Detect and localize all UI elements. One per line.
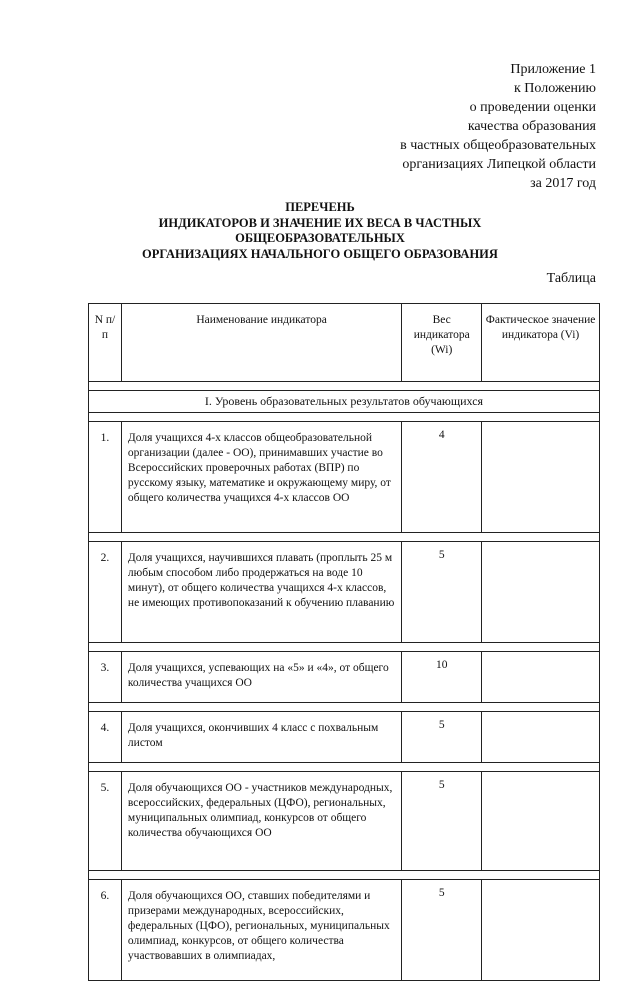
row-num: 3. <box>89 652 122 703</box>
appendix-line: за 2017 год <box>530 176 596 191</box>
row-num: 6. <box>89 880 122 981</box>
section-title: I. Уровень образовательных результатов обучающихся <box>89 391 600 413</box>
table-row <box>89 712 600 763</box>
appendix-block <box>400 60 596 193</box>
spacer-row <box>89 763 600 772</box>
row-weight: 10 <box>402 652 482 703</box>
row-name: Доля учащихся 4-х классов общеобразовательной организации (далее - ОО), принимавших участие во Всероссийских проверочных работах (ВПР) по русскому языку, математике и окружающему миру, от общего количества учащихся 4-х классов ОО <box>121 422 401 533</box>
row-weight: 5 <box>402 772 482 871</box>
row-weight: 5 <box>402 542 482 643</box>
row-num: 5. <box>89 772 122 871</box>
row-actual <box>482 712 600 763</box>
row-actual <box>482 880 600 981</box>
heading-line: ОБЩЕОБРАЗОВАТЕЛЬНЫХ <box>235 231 405 245</box>
header-name: Наименование индикатора <box>121 304 401 382</box>
appendix-line: в частных общеобразовательных <box>400 138 596 153</box>
row-num: 4. <box>89 712 122 763</box>
document-heading <box>0 200 640 262</box>
table-row <box>89 422 600 533</box>
row-actual <box>482 772 600 871</box>
spacer-row <box>89 871 600 880</box>
table-row <box>89 652 600 703</box>
heading-line: ОРГАНИЗАЦИЯХ НАЧАЛЬНОГО ОБЩЕГО ОБРАЗОВАНИЯ <box>142 246 498 261</box>
table-row <box>89 772 600 871</box>
row-name: Доля обучающихся ОО, ставших победителями и призерами международных, всероссийских, федеральных (ЦФО), региональных, муниципальных олимпиад, конкурсов, от общего количества участвовавших в олимпиадах, <box>121 880 401 981</box>
spacer-row <box>89 643 600 652</box>
row-actual <box>482 652 600 703</box>
row-name: Доля учащихся, окончивших 4 класс с похвальным листом <box>121 712 401 763</box>
spacer-row <box>89 413 600 422</box>
table-label: Таблица <box>546 271 596 286</box>
spacer-row <box>89 533 600 542</box>
header-num: N п/п <box>89 304 122 382</box>
row-name: Доля учащихся, успевающих на «5» и «4», от общего количества учащихся ОО <box>121 652 401 703</box>
section-row <box>89 391 600 413</box>
row-num: 2. <box>89 542 122 643</box>
appendix-line: к Положению <box>513 81 596 96</box>
row-num: 1. <box>89 422 122 533</box>
header-actual: Фактическое значение индикатора (Vi) <box>482 304 600 382</box>
row-weight: 5 <box>402 712 482 763</box>
indicators-table <box>88 303 600 981</box>
appendix-line: Приложение 1 <box>510 62 596 77</box>
spacer-row <box>89 703 600 712</box>
heading-line: ПЕРЕЧЕНЬ <box>285 200 355 214</box>
row-name: Доля учащихся, научившихся плавать (проплыть 25 м любым способом либо продержаться на воде 10 минут), от общего количества учащихся 4-х классов, не имеющих противопоказаний к обучению плаванию <box>121 542 401 643</box>
header-weight: Вес индикатора (Wi) <box>402 304 482 382</box>
table-row <box>89 542 600 643</box>
appendix-line: качества образования <box>467 119 596 134</box>
row-name: Доля обучающихся ОО - участников международных, всероссийских, федеральных (ЦФО), региональных, муниципальных олимпиад, конкурсов от общего количества обучающихся ОО <box>121 772 401 871</box>
heading-line: ИНДИКАТОРОВ И ЗНАЧЕНИЕ ИХ ВЕСА В ЧАСТНЫХ <box>158 215 482 230</box>
table-row <box>89 880 600 981</box>
row-weight: 5 <box>402 880 482 981</box>
row-actual <box>482 542 600 643</box>
row-weight: 4 <box>402 422 482 533</box>
row-actual <box>482 422 600 533</box>
table-header-row <box>89 304 600 382</box>
appendix-line: организациях Липецкой области <box>402 157 596 172</box>
spacer-row <box>89 382 600 391</box>
appendix-line: о проведении оценки <box>469 100 596 115</box>
